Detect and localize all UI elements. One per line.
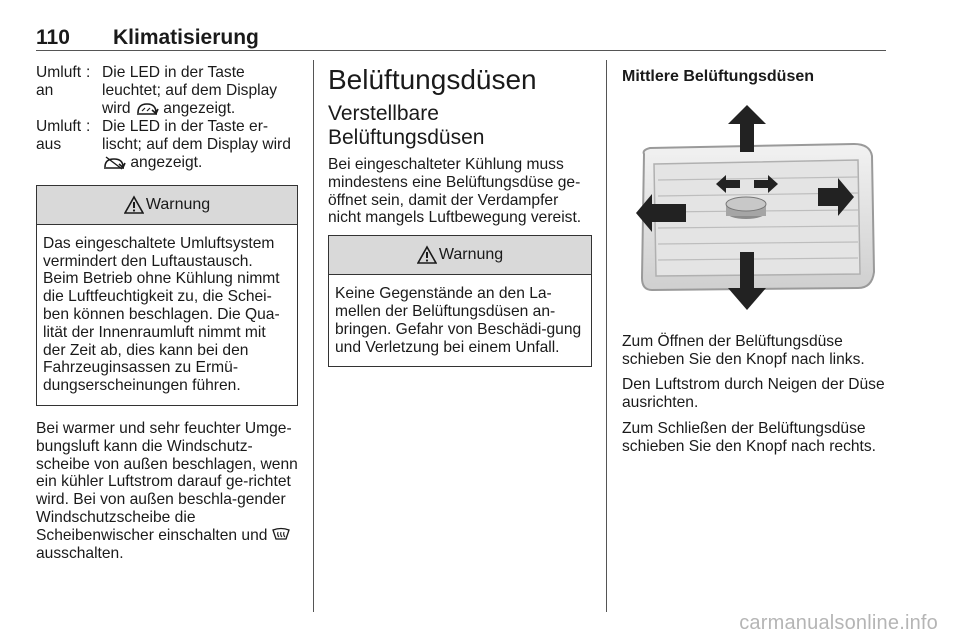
body-paragraph: Bei eingeschalteter Kühlung muss mindestens eine Belüftungsdüse ge-öffnet sein, damit der Verdampfer nicht mangels Luftbewegung vereist. xyxy=(328,156,582,227)
body-paragraph: Zum Schließen der Belüftungsdüse schieben Sie den Knopf nach rechts. xyxy=(622,419,876,455)
subsection-heading: Verstellbare Belüftungsdüsen xyxy=(328,102,485,149)
warning-header xyxy=(37,186,297,225)
warning-box xyxy=(36,185,298,406)
left-column xyxy=(36,64,298,570)
warning-triangle-icon xyxy=(124,195,144,215)
body-paragraph: Zum Öffnen der Belüftungsdüse schieben Sie den Knopf nach links. xyxy=(622,332,865,368)
paragraph-text: Bei warmer und sehr feuchter Umge-bungsluft kann die Windschutz-scheibe von außen beschlagen, wenn ein kühler Luftstrom darauf ge-richtet wird. Bei von außen beschla-gender Windschutzscheibe die Scheibenwischer einschalten und xyxy=(36,419,298,544)
definition-term: Umluft aus xyxy=(36,118,82,154)
warning-triangle-icon xyxy=(417,245,437,265)
definition-text-end: angezeigt. xyxy=(130,153,203,171)
definition-text-end: angezeigt. xyxy=(163,99,236,117)
windshield-defrost-icon xyxy=(272,527,290,543)
definition-description xyxy=(102,118,298,171)
air-vent-illustration xyxy=(622,104,886,316)
definition-text: Die LED in der Taste er-lischt; auf dem Display wird xyxy=(102,118,291,154)
definition-list xyxy=(36,64,298,173)
warning-box xyxy=(328,235,592,367)
body-paragraph xyxy=(36,420,298,562)
definition-separator: : xyxy=(86,118,91,136)
chapter-title: Klimatisierung xyxy=(113,26,259,49)
warning-text: Das eingeschaltete Umluftsystem vermindert den Luftaustausch. Beim Betrieb ohne Kühlung nimmt die Luftfeuchtigkeit zu, die Schei-ben können beschlagen. Die Qua-lität der Innenraumluft nimmt mit der Zeit ab, dies kann bei den Fahrzeuginsassen zu Ermü-dungserscheinungen führen. xyxy=(43,234,280,395)
definition-separator: : xyxy=(86,64,91,81)
middle-column xyxy=(328,64,592,381)
section-heading: Belüftungsdüsen xyxy=(328,64,537,95)
watermark: carmanualsonline.info xyxy=(739,612,938,634)
warning-title: Warnung xyxy=(438,246,504,264)
header-divider xyxy=(36,50,886,51)
recirculation-off-icon xyxy=(102,154,126,170)
page-header xyxy=(36,26,886,50)
body-paragraph: Den Luftstrom durch Neigen der Düse ausrichten. xyxy=(622,376,885,412)
warning-header xyxy=(329,236,591,275)
recirculation-on-icon xyxy=(135,100,159,116)
column-divider-left xyxy=(313,60,314,612)
warning-title: Warnung xyxy=(145,195,211,213)
column-divider-right xyxy=(606,60,607,612)
right-column xyxy=(622,64,888,464)
page-number: 110 xyxy=(36,26,70,49)
definition-text: Die LED in der Taste leuchtet; auf dem Display wird xyxy=(102,64,278,117)
paragraph-text-end: ausschalten. xyxy=(36,544,124,562)
definition-term: Umluft an xyxy=(36,64,82,99)
warning-text: Keine Gegenstände an den La-mellen der Belüftungsdüsen an-bringen. Gefahr von Beschädi-gung und Verletzung bei einem Unfall. xyxy=(335,285,582,356)
section-heading: Mittlere Belüftungsdüsen xyxy=(622,68,815,85)
definition-description xyxy=(102,64,298,117)
